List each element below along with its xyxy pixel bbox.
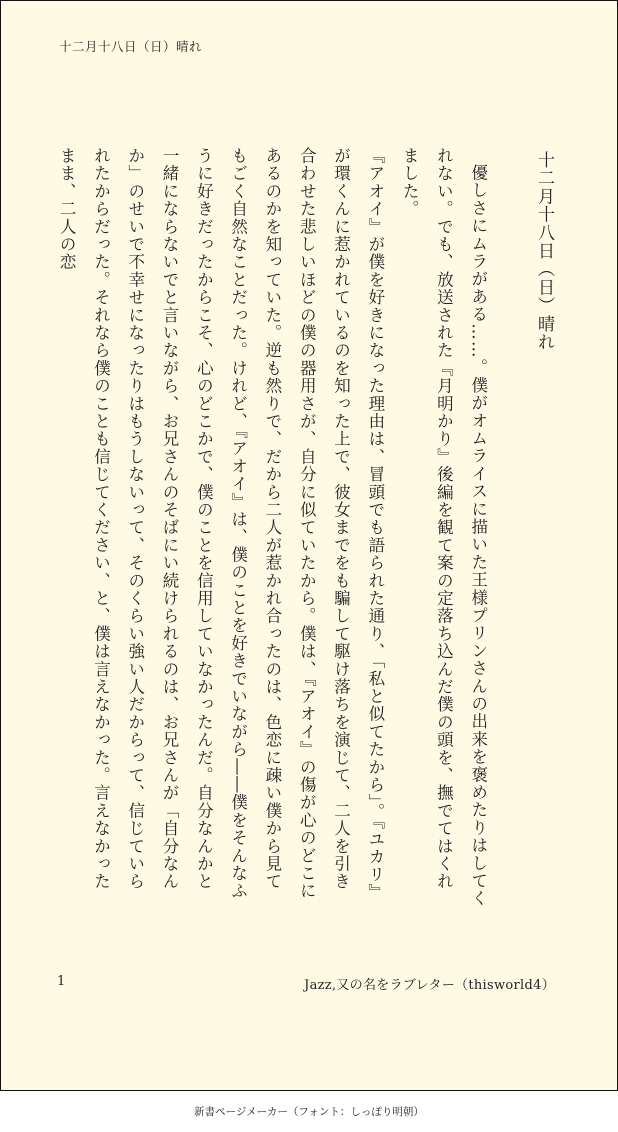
chapter-title: 十二月十八日（日）晴れ xyxy=(534,151,554,352)
running-header: 十二月十八日（日）晴れ xyxy=(59,39,203,54)
generator-credit: 新書ページメーカー（フォント：しっぽり明朝） xyxy=(194,1106,424,1118)
vertical-body-text xyxy=(57,147,561,907)
page-number: 1 xyxy=(57,974,66,989)
book-title: Jazz,又の名をラブレター（thisworld4） xyxy=(304,978,555,993)
paragraph-1: 優しさにムラがある……。僕がオムライスに描いた王様プリンさんの出来を褒めたりはしてくれない。でも、放送された『月明かり』後編を観て案の定落ち込んだ僕の頭を、撫でてはくれました。 xyxy=(400,147,488,907)
paragraph-2: 『アオイ』が僕を好きになった理由は、冒頭でも語られた通り、「私と似てたから」。『ユカリ』が環くんに惹かれているのを知った上で、彼女までをも騙して駆け落ちを演じて、二人を引き合わせた悲しいほどの僕の器用さが、自分に似ていたから。僕は、『アオイ』の傷が心のどこにあるのかを知っていた。逆も然りで、だから二人が惹かれ合ったのは、色恋に疎い僕から見てもごく自然なことだった。けれど、『アオイ』は、僕のことを好きでいながら――僕をそんなふうに好きだったからこそ、心のどこかで、僕のことを信用していなかったんだ。自分なんかと一緒にならないでと言いながら、お兄さんのそばにい続けられるのは、お兄さんが「自分なんか」のせいで不幸せになったりはもうしないって、そのくらい強い人だからって、信じていられたからだった。それなら僕のことも信じてください、と、僕は言えなかった。言えなかったまま、二人の恋 xyxy=(57,147,385,902)
